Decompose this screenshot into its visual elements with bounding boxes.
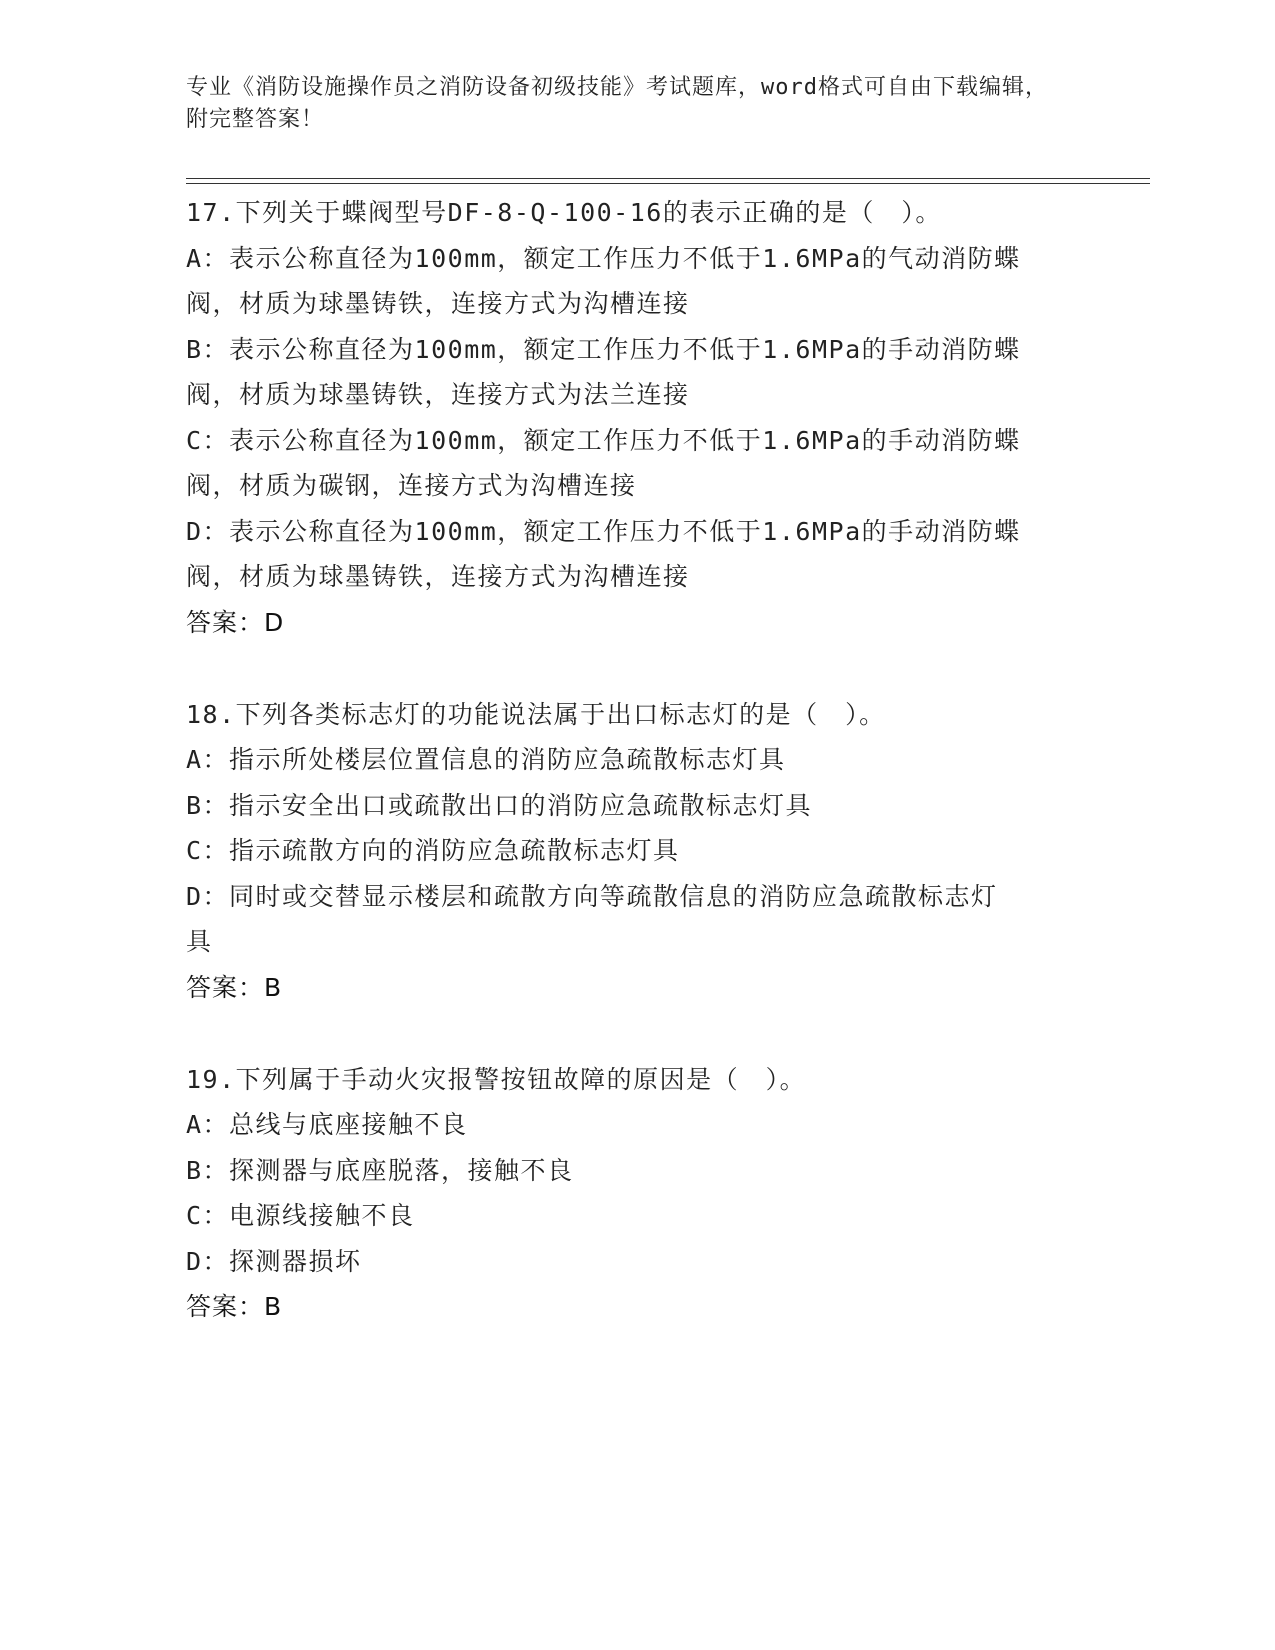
- option-b-line-2: 阀，材质为球墨铸铁，连接方式为法兰连接: [186, 380, 690, 409]
- option-d-line-1: D：表示公称直径为100mm，额定工作压力不低于1.6MPa的手动消防蝶: [186, 516, 1021, 546]
- option-b: [186, 327, 1086, 418]
- option-a-line-1: A：表示公称直径为100mm，额定工作压力不低于1.6MPa的气动消防蝶: [186, 243, 1021, 273]
- option-c: C：电源线接触不良: [186, 1201, 415, 1230]
- question-17: [186, 190, 1086, 646]
- option-a: [186, 236, 1086, 327]
- question-stem: 18.下列各类标志灯的功能说法属于出口标志灯的是（ ）。: [186, 699, 886, 729]
- option-b-line-1: B：表示公称直径为100mm，额定工作压力不低于1.6MPa的手动消防蝶: [186, 334, 1021, 364]
- option-a-line-2: 阀，材质为球墨铸铁，连接方式为沟槽连接: [186, 289, 690, 318]
- question-18: [186, 692, 1086, 1011]
- option-c: C：指示疏散方向的消防应急疏散标志灯具: [186, 836, 680, 865]
- header-divider-bottom: [186, 183, 1150, 184]
- question-stem: 17.下列关于蝶阀型号DF-8-Q-100-16的表示正确的是（ ）。: [186, 198, 942, 227]
- answer-label: 答案：B: [186, 1292, 283, 1321]
- header-text: 专业《消防设施操作员之消防设备初级技能》考试题库，word格式可自由下载编辑，附完整答案！: [186, 75, 1048, 132]
- option-b: B：指示安全出口或疏散出口的消防应急疏散标志灯具: [186, 790, 813, 820]
- question-stem: 19.下列属于手动火灾报警按钮故障的原因是（ ）。: [186, 1064, 807, 1094]
- option-b: B：探测器与底座脱落，接触不良: [186, 1155, 574, 1185]
- answer-label: 答案：D: [186, 607, 285, 637]
- option-c: [186, 418, 1086, 509]
- question-19: [186, 1057, 1086, 1331]
- document-header: [186, 72, 1066, 136]
- answer-label: 答案：B: [186, 972, 283, 1002]
- option-d-line-2: 具: [186, 927, 213, 956]
- question-list: [186, 190, 1086, 1376]
- option-d: D：探测器损坏: [186, 1246, 362, 1276]
- option-c-line-2: 阀，材质为碳钢，连接方式为沟槽连接: [186, 471, 637, 500]
- header-divider-top: [186, 178, 1150, 179]
- option-d-line-2: 阀，材质为球墨铸铁，连接方式为沟槽连接: [186, 562, 690, 591]
- option-a: A：指示所处楼层位置信息的消防应急疏散标志灯具: [186, 745, 786, 774]
- option-d-line-1: D：同时或交替显示楼层和疏散方向等疏散信息的消防应急疏散标志灯: [186, 881, 998, 911]
- option-d: [186, 874, 1086, 965]
- option-a: A：总线与底座接触不良: [186, 1110, 468, 1139]
- option-d: [186, 509, 1086, 600]
- option-c-line-1: C：表示公称直径为100mm，额定工作压力不低于1.6MPa的手动消防蝶: [186, 425, 1021, 455]
